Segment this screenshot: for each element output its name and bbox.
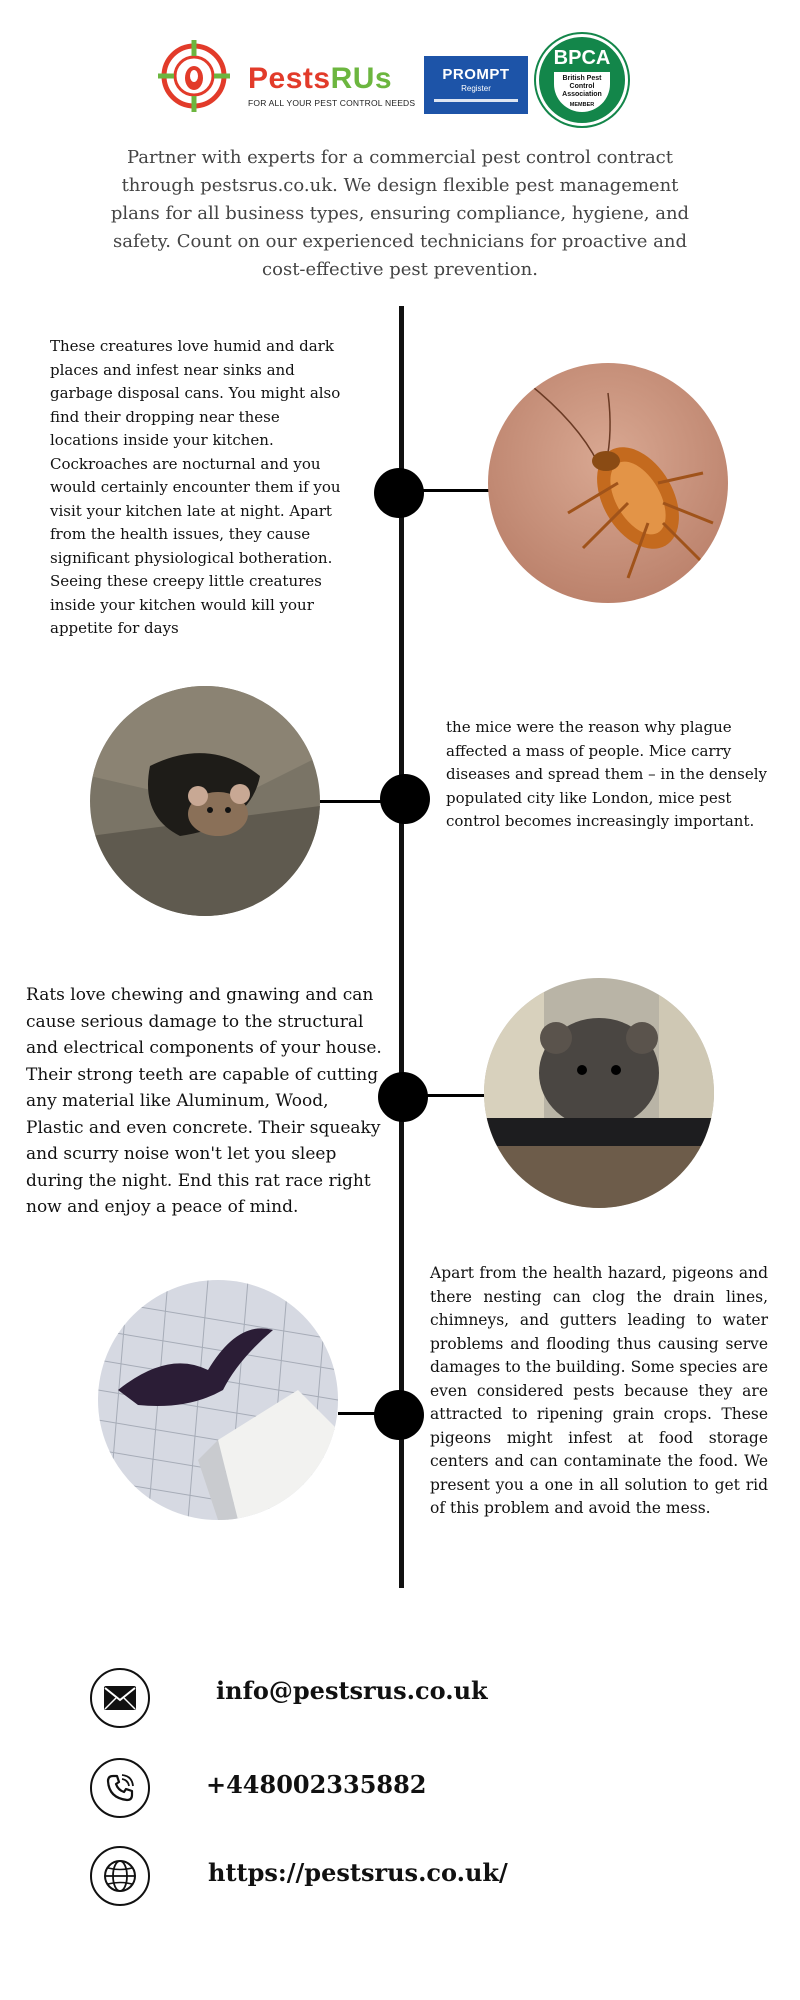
- bpca-title: BPCA: [553, 47, 611, 69]
- phone-link[interactable]: +448002335882: [206, 1770, 427, 1799]
- pest-target-logo: [158, 40, 230, 112]
- globe-icon: [102, 1858, 138, 1894]
- mice-description: the mice were the reason why plague affected a mass of people. Mice carry diseases and spread them – in the densely populated city like London, mice pest control becomes increasingly important.: [446, 718, 767, 830]
- brand-tagline: FOR ALL YOUR PEST CONTROL NEEDS: [248, 98, 416, 108]
- mouse-photo: [90, 686, 320, 916]
- timeline-node: [378, 1072, 428, 1122]
- bpca-inner: [554, 72, 610, 112]
- logo-row: [0, 30, 800, 130]
- website-icon-circle[interactable]: [90, 1846, 150, 1906]
- prompt-subtitle: Register: [461, 84, 491, 93]
- prompt-title: PROMPT: [442, 66, 510, 83]
- intro-paragraph: Partner with experts for a commercial pest control contract through pestsrus.co.uk. We design flexible pest management plans for all business types, ensuring compliance, hygiene, and safety. Count on our experienced technicians for proactive and cost-effective pest prevention.: [110, 147, 690, 280]
- timeline-connector: [420, 489, 490, 492]
- timeline-node: [374, 1390, 424, 1440]
- mouse-icon: [90, 686, 320, 916]
- email-link[interactable]: info@pestsrus.co.uk: [216, 1676, 488, 1705]
- brand-name: PestsRUs: [248, 62, 393, 95]
- bpca-member-label: MEMBER: [569, 102, 595, 108]
- brand-logo: [248, 64, 415, 108]
- bpca-line: Control: [569, 83, 595, 90]
- timeline-node: [374, 468, 424, 518]
- phone-icon: [105, 1773, 135, 1803]
- email-icon-circle[interactable]: [90, 1668, 150, 1728]
- bpca-line: Association: [562, 91, 602, 98]
- rat-description: Rats love chewing and gnawing and can cause serious damage to the structural and electrical components of your house. Their strong teeth are capable of cutting any material like Aluminum, Wood, Plastic and even concrete. Their squeaky and scurry noise won't let you sleep during the night. End this rat race right now and enjoy a peace of mind.: [26, 985, 382, 1217]
- cockroach-photo: [488, 363, 728, 603]
- timeline-connector: [425, 1094, 485, 1097]
- pigeon-description: Apart from the health hazard, pigeons and there nesting can clog the drain lines, chimneys, and gutters leading to water problems and flooding thus causing serve damages to the building. Some species are even considered pests because they are attracted to ripening grain crops. These pigeons might infest at food storage centers and can contaminate the food. We present you a one in all solution to get rid of this problem and avoid the mess.: [430, 1264, 768, 1517]
- envelope-icon: [103, 1685, 137, 1711]
- cockroach-description: These creatures love humid and dark places and infest near sinks and garbage disposal cans. You might also find their dropping near these locations inside your kitchen. Cockroaches are nocturnal and you would certainly encounter them if you visit your kitchen late at night. Apart from the health issues, they cause significant physiological botheration. Seeing these creepy little creatures inside your kitchen would kill your appetite for days: [50, 337, 341, 637]
- cockroach-icon: [488, 363, 728, 603]
- rat-icon: [484, 978, 714, 1208]
- website-link[interactable]: https://pestsrus.co.uk/: [208, 1858, 508, 1887]
- bpca-line: British Pest: [562, 75, 602, 82]
- pigeon-photo: [98, 1280, 338, 1520]
- phone-icon-circle[interactable]: [90, 1758, 150, 1818]
- bpca-member-badge: [536, 34, 628, 126]
- timeline-connector: [338, 1412, 378, 1415]
- prompt-bar: [434, 99, 518, 102]
- timeline-node: [380, 774, 430, 824]
- rat-photo: [484, 978, 714, 1208]
- pigeon-icon: [98, 1280, 338, 1520]
- prompt-register-badge: [424, 56, 528, 114]
